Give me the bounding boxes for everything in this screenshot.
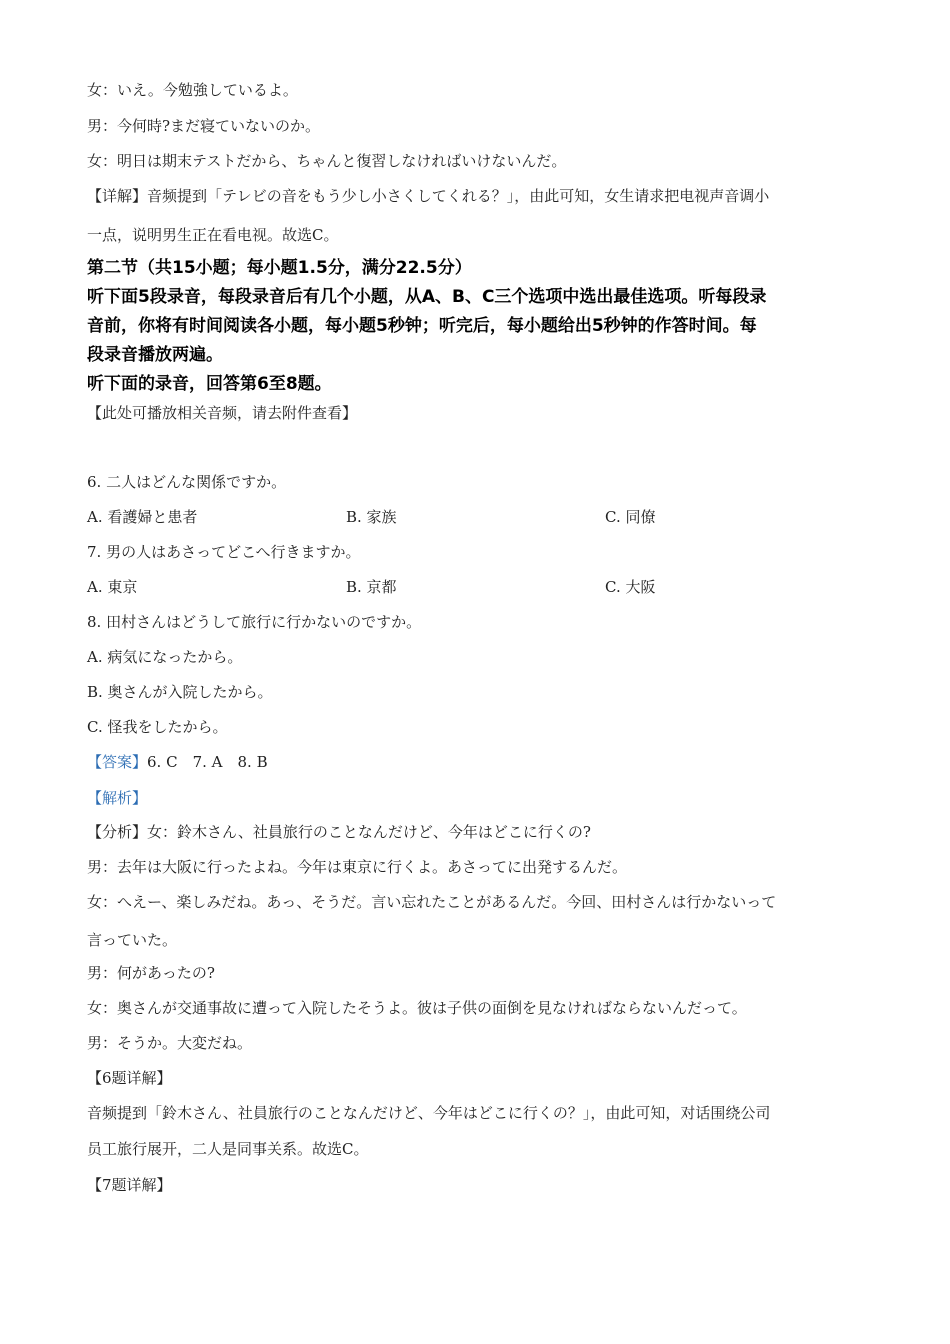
dialogue-line: 女：明日は期末テストだから、ちゃんと復習しなければいけないんだ。 [87, 152, 567, 170]
question-6-option-a: A. 看護婦と患者 [87, 508, 198, 526]
dialogue-line: 男：何があったの? [87, 964, 215, 982]
answer-line [87, 752, 863, 772]
question-8-option-c: C. 怪我をしたから。 [87, 718, 228, 736]
answer-label: 【答案】 [87, 753, 148, 771]
section-instruction: 段录音播放两遍。 [87, 345, 223, 365]
section-title: 第二节（共15小题；每小题1.5分，满分22.5分） [87, 258, 472, 278]
audio-note: 【此处可播放相关音频，请去附件查看】 [87, 404, 358, 422]
dialogue-line: 女：へえー、楽しみだね。あっ、そうだ。言い忘れたことがあるんだ。今回、田村さんは行かないって [87, 893, 777, 911]
listen-instruction: 听下面的录音，回答第6至8题。 [87, 374, 332, 394]
question-7: 7. 男の人はあさってどこへ行きますか。 [87, 543, 361, 561]
dialogue-line: 男：今何時?まだ寝ていないのか。 [87, 117, 321, 135]
detail-7-label: 【7题详解】 [87, 1176, 172, 1194]
section-instruction: 音前，你将有时间阅读各小题，每小题5秒钟；听完后，每小题给出5秒钟的作答时间。每 [87, 316, 757, 336]
section-instruction: 听下面5段录音，每段录音后有几个小题，从A、B、C三个选项中选出最佳选项。听每段录 [87, 287, 767, 307]
question-8-option-b: B. 奥さんが入院したから。 [87, 683, 273, 701]
dialogue-line: 【分析】女：鈴木さん、社員旅行のことなんだけど、今年はどこに行くの? [87, 823, 591, 841]
dialogue-line: 女：奥さんが交通事故に遭って入院したそうよ。彼は子供の面倒を見なければならないんだって。 [87, 999, 747, 1017]
question-6: 6. 二人はどんな関係ですか。 [87, 473, 287, 491]
detail-6-label: 【6题详解】 [87, 1069, 172, 1087]
detail-line: 音频提到「鈴木さん、社員旅行のことなんだけど、今年はどこに行くの？」，由此可知，对话围绕公司 [87, 1104, 771, 1122]
question-7-option-c: C. 大阪 [605, 578, 656, 596]
dialogue-line: 言っていた。 [87, 931, 178, 949]
question-7-option-a: A. 東京 [87, 578, 138, 596]
dialogue-line: 男：去年は大阪に行ったよね。今年は東京に行くよ。あさってに出発するんだ。 [87, 858, 628, 876]
analysis-label: 【解析】 [87, 789, 148, 807]
answer-text: 6. C 7. A 8. B [147, 753, 268, 771]
question-8-option-a: A. 病気になったから。 [87, 648, 243, 666]
question-7-option-b: B. 京都 [346, 578, 397, 596]
dialogue-line: 女：いえ。今勉強しているよ。 [87, 81, 298, 99]
question-8: 8. 田村さんはどうして旅行に行かないのですか。 [87, 613, 422, 631]
detail-line: 一点，说明男生正在看电视。故选C。 [87, 226, 339, 244]
detail-line: 【详解】音频提到「テレビの音をもう少し小さくしてくれる？」，由此可知，女生请求把电视声音调小 [87, 187, 770, 205]
dialogue-line: 男：そうか。大変だね。 [87, 1034, 253, 1052]
question-6-option-b: B. 家族 [346, 508, 397, 526]
question-6-option-c: C. 同僚 [605, 508, 656, 526]
detail-line: 员工旅行展开，二人是同事关系。故选C。 [87, 1140, 369, 1158]
